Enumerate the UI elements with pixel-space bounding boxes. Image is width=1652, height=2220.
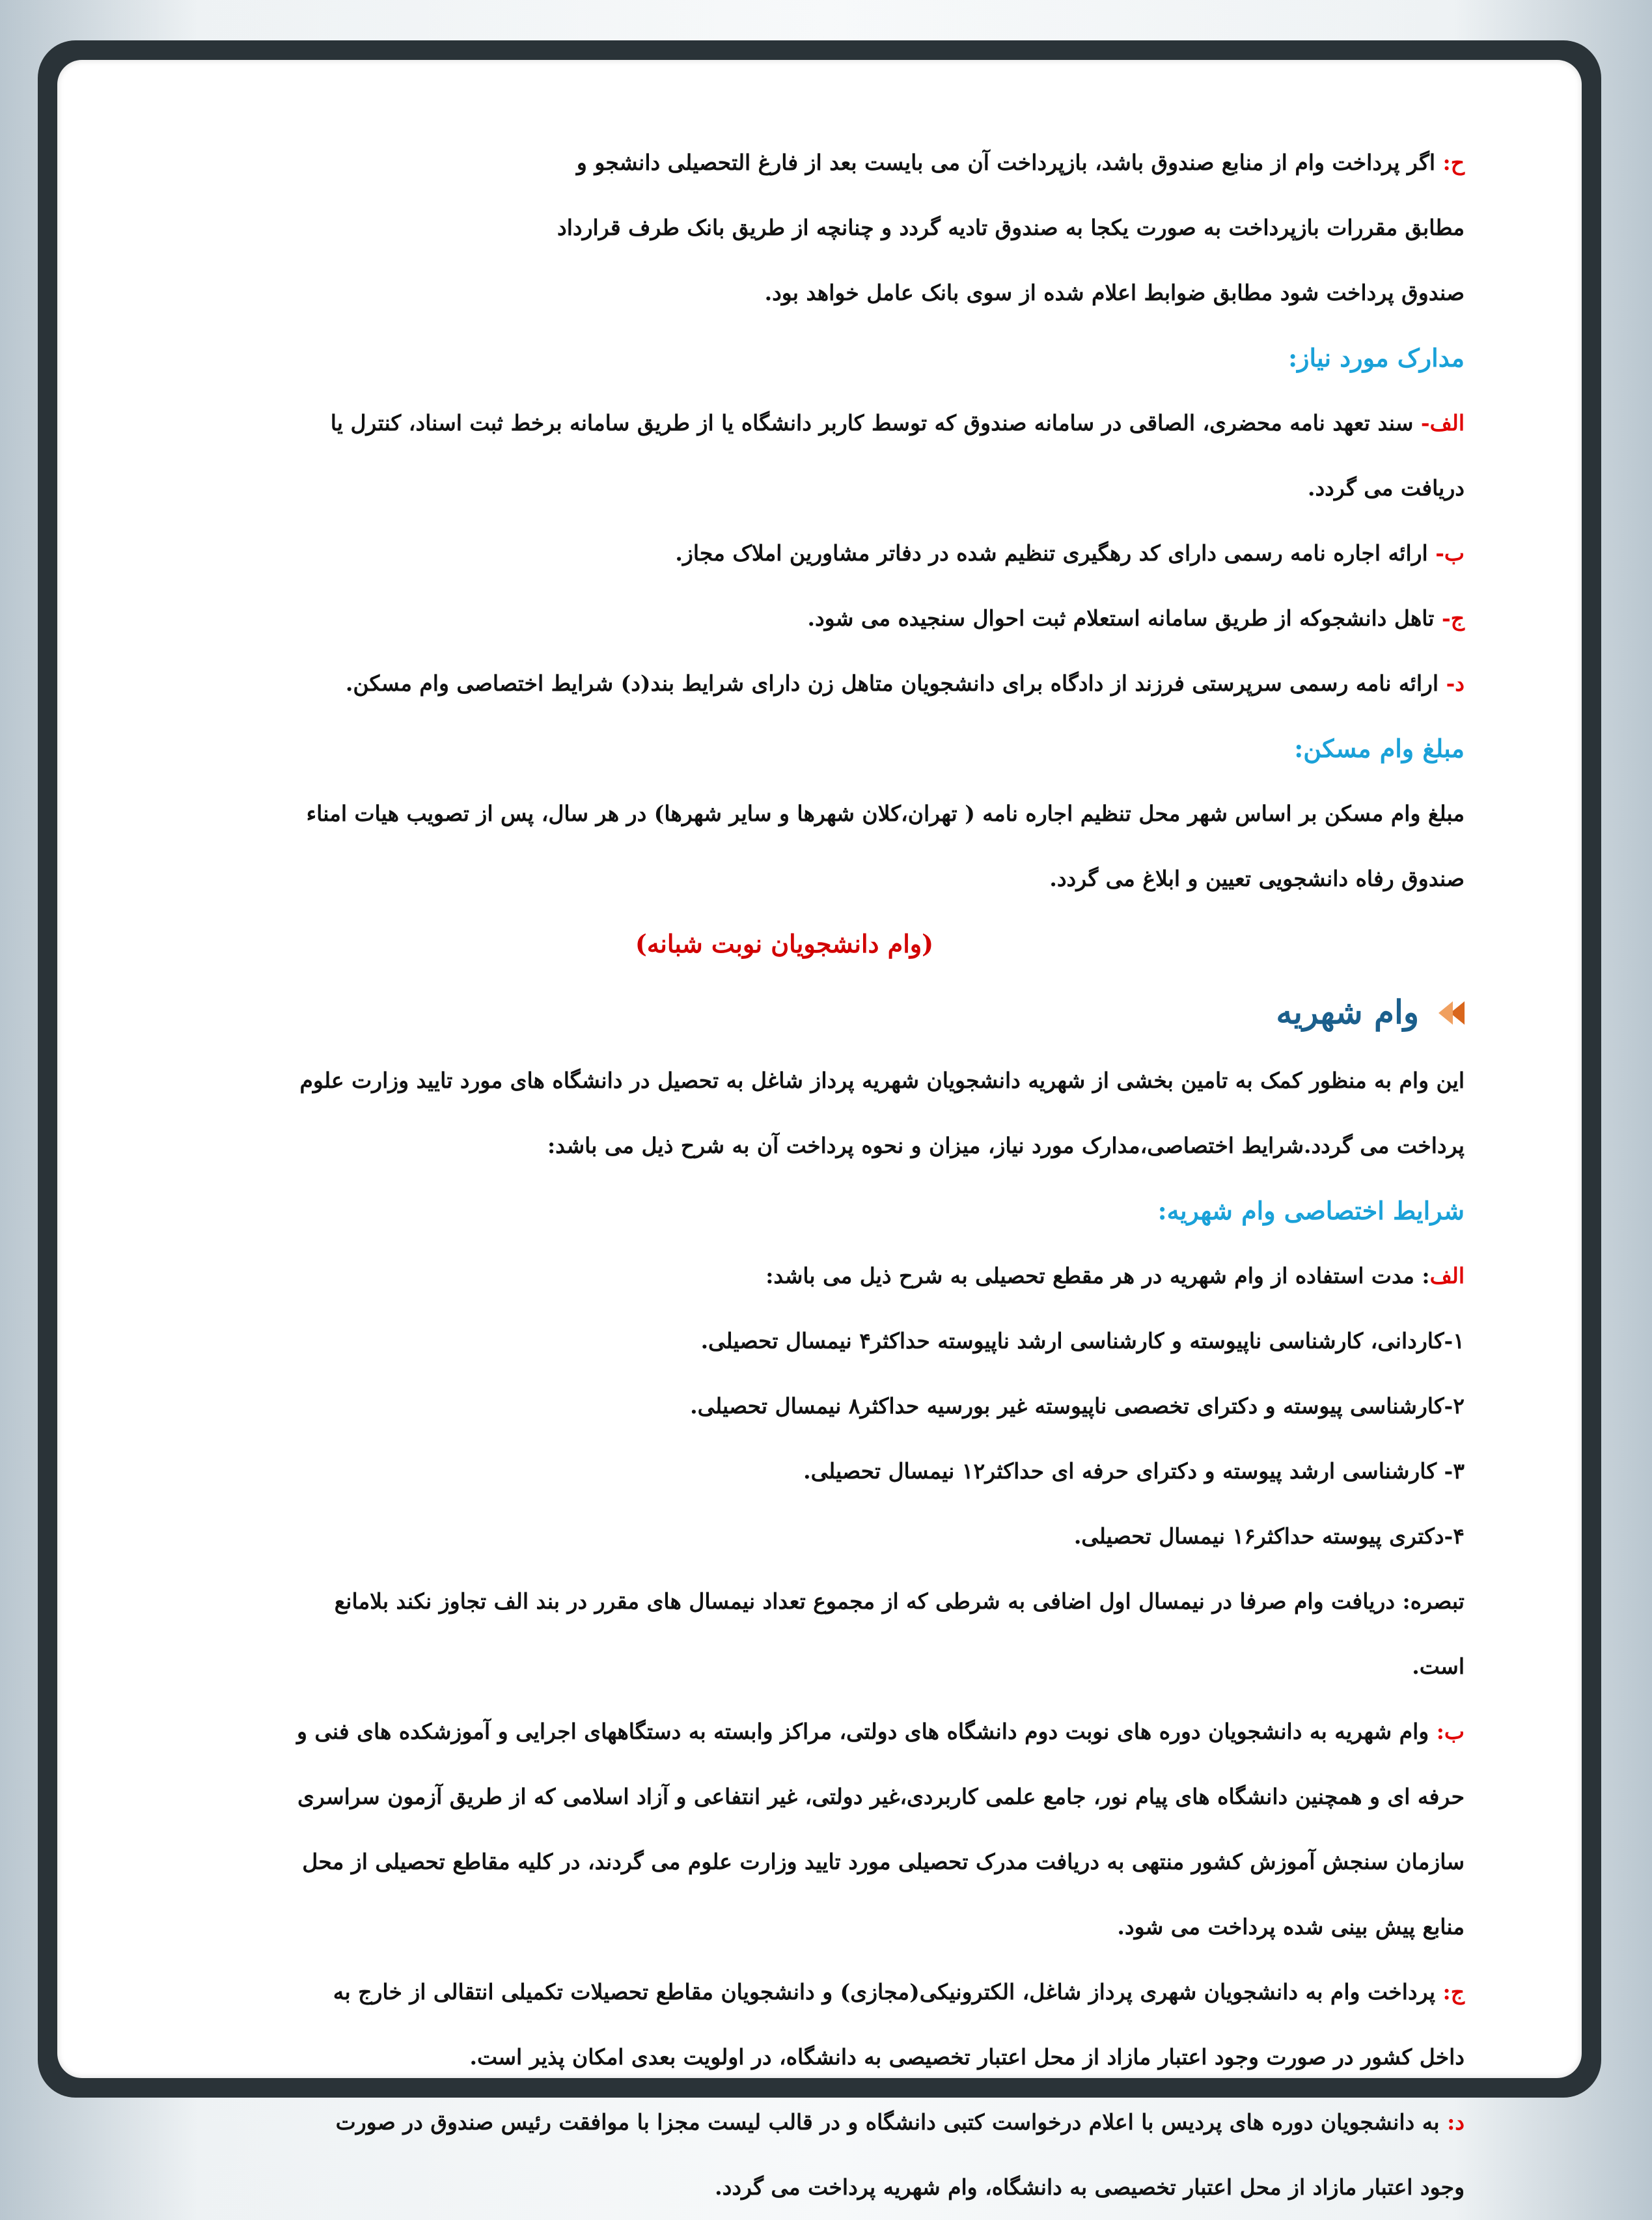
jim-item: ج: پرداخت وام به دانشجویان شهری پرداز شاغل، الکترونیکی(مجازی) و دانشجویان مقاطع تحصیلات تکمیلی انتقالی از خارج به — [333, 1979, 1465, 2005]
paragraph-h: ح: اگر پرداخت وام از منابع صندوق باشد، بازپرداخت آن می بایست بعد از فارغ التحصیلی دانشجو و — [576, 150, 1465, 175]
paragraph-label: ح: — [1442, 150, 1465, 175]
alef-sub-item: ۴-دکتری پیوسته حداکثر۱۶ نیمسال تحصیلی. — [1073, 1523, 1465, 1549]
tuition-intro-line: پرداخت می گردد.شرایط اختصاصی،مدارک مورد نیاز، میزان و نحوه پرداخت آن به شرح ذیل می باشد: — [547, 1133, 1465, 1158]
tuition-title: وام شهریه — [1276, 993, 1419, 1031]
alef-sub-item: ۱-کاردانی، کارشناسی ناپیوسته و کارشناسی ارشد ناپیوسته حداکثر۴ نیمسال تحصیلی. — [700, 1328, 1465, 1353]
be-item: ب: وام شهریه به دانشجویان دوره های نوبت دوم دانشگاه های دولتی، مراکز وابسته به دستگاههای اجرایی و آموزشکده های فنی و — [296, 1719, 1465, 1744]
doc-item-be: ب- ارائه اجاره نامه رسمی دارای کد رهگیری تنظیم شده در دفاتر مشاورین املاک مجاز. — [675, 540, 1465, 566]
double-chevron-icon — [1435, 997, 1465, 1027]
be-item-line: حرفه ای و همچنین دانشگاه های پیام نور، جامع علمی کاربردی،غیر دولتی، غیر انتفاعی و آزاد اسلامی که از طریق آزمون سراسری — [297, 1784, 1465, 1809]
alef-sub-item: ۳- کارشناسی ارشد پیوسته و دکترای حرفه ای حداکثر۱۲ نیمسال تحصیلی. — [803, 1458, 1465, 1484]
document-content — [104, 130, 1465, 2220]
doc-item-dal: د- ارائه نامه رسمی سرپرستی فرزند از دادگاه برای دانشجویان متاهل زن دارای شرایط بند(د) شرایط اختصاصی وام مسکن. — [345, 671, 1465, 696]
tuition-title-row — [104, 977, 1465, 1048]
amount-line: صندوق رفاه دانشجویی تعیین و ابلاغ می گردد. — [1049, 866, 1465, 891]
dal-item: د: به دانشجویان دوره های پردیس با اعلام درخواست کتبی دانشگاه و در قالب لیست مجزا با موافقت رئیس صندوق در صورت — [335, 2109, 1465, 2135]
section-heading-amount: مبلغ وام مسکن: — [1294, 734, 1465, 763]
doc-item-alef: الف- سند تعهد نامه محضری، الصاقی در سامانه صندوق که توسط کاربر دانشگاه یا از طریق سامانه برخط ثبت اسناد، کنترل یا — [330, 410, 1465, 436]
night-loan-note: (وام دانشجویان نوبت شبانه) — [635, 929, 934, 958]
alef-sub-item: ۲-کارشناسی پیوسته و دکترای تخصصی ناپیوسته غیر بورسیه حداکثر۸ نیمسال تحصیلی. — [690, 1393, 1465, 1419]
paragraph-line: مطابق مقررات بازپرداخت به صورت یکجا به صندوق تادیه گردد و چنانچه از طریق بانک طرف قرارداد — [557, 215, 1465, 240]
note-line: تبصره: دریافت وام صرفا در نیمسال اول اضافی به شرطی که از مجموع تعداد نیمسال های مقرر در بند الف تجاوز نکند بلامانع — [334, 1589, 1465, 1614]
jim-item-line: داخل کشور در صورت وجود اعتبار مازاد از محل اعتبار تخصیصی به دانشگاه، در اولویت بعدی امکان پذیر است. — [469, 2044, 1465, 2070]
section-heading-tuition-conditions: شرایط اختصاصی وام شهریه: — [1157, 1196, 1465, 1225]
section-heading-documents: مدارک مورد نیاز: — [1288, 343, 1465, 372]
doc-item-jim: ج- تاهل دانشجوکه از طریق سامانه استعلام ثبت احوال سنجیده می شود. — [807, 605, 1465, 631]
amount-line: مبلغ وام مسکن بر اساس شهر محل تنظیم اجاره نامه ( تهران،کلان شهرها و سایر شهرها) در هر سال، پس از تصویب هیات امناء — [306, 801, 1465, 826]
note-line: است. — [1412, 1654, 1465, 1679]
tuition-intro-line: این وام به منظور کمک به تامین بخشی از شهریه دانشجویان شهریه پرداز شاغل به تحصیل در دانشگاه های مورد تایید وزارت علوم — [299, 1068, 1465, 1093]
dal-item-line: وجود اعتبار مازاد از محل اعتبار تخصیصی به دانشگاه، وام شهریه پرداخت می گردد. — [715, 2174, 1465, 2200]
doc-item-alef-cont: دریافت می گردد. — [1307, 475, 1465, 501]
be-item-line: سازمان سنجش آموزش کشور منتهی به دریافت مدرک تحصیلی مورد تایید وزارت علوم می گردند، در کلیه مقاطع تحصیلی از محل — [302, 1849, 1465, 1874]
be-item-line: منابع پیش بینی شده پرداخت می شود. — [1117, 1914, 1465, 1939]
alef-item: الف: مدت استفاده از وام شهریه در هر مقطع تحصیلی به شرح ذیل می باشد: — [765, 1263, 1465, 1288]
paragraph-line: صندوق پرداخت شود مطابق ضوابط اعلام شده از سوی بانک عامل خواهد بود. — [764, 280, 1465, 305]
